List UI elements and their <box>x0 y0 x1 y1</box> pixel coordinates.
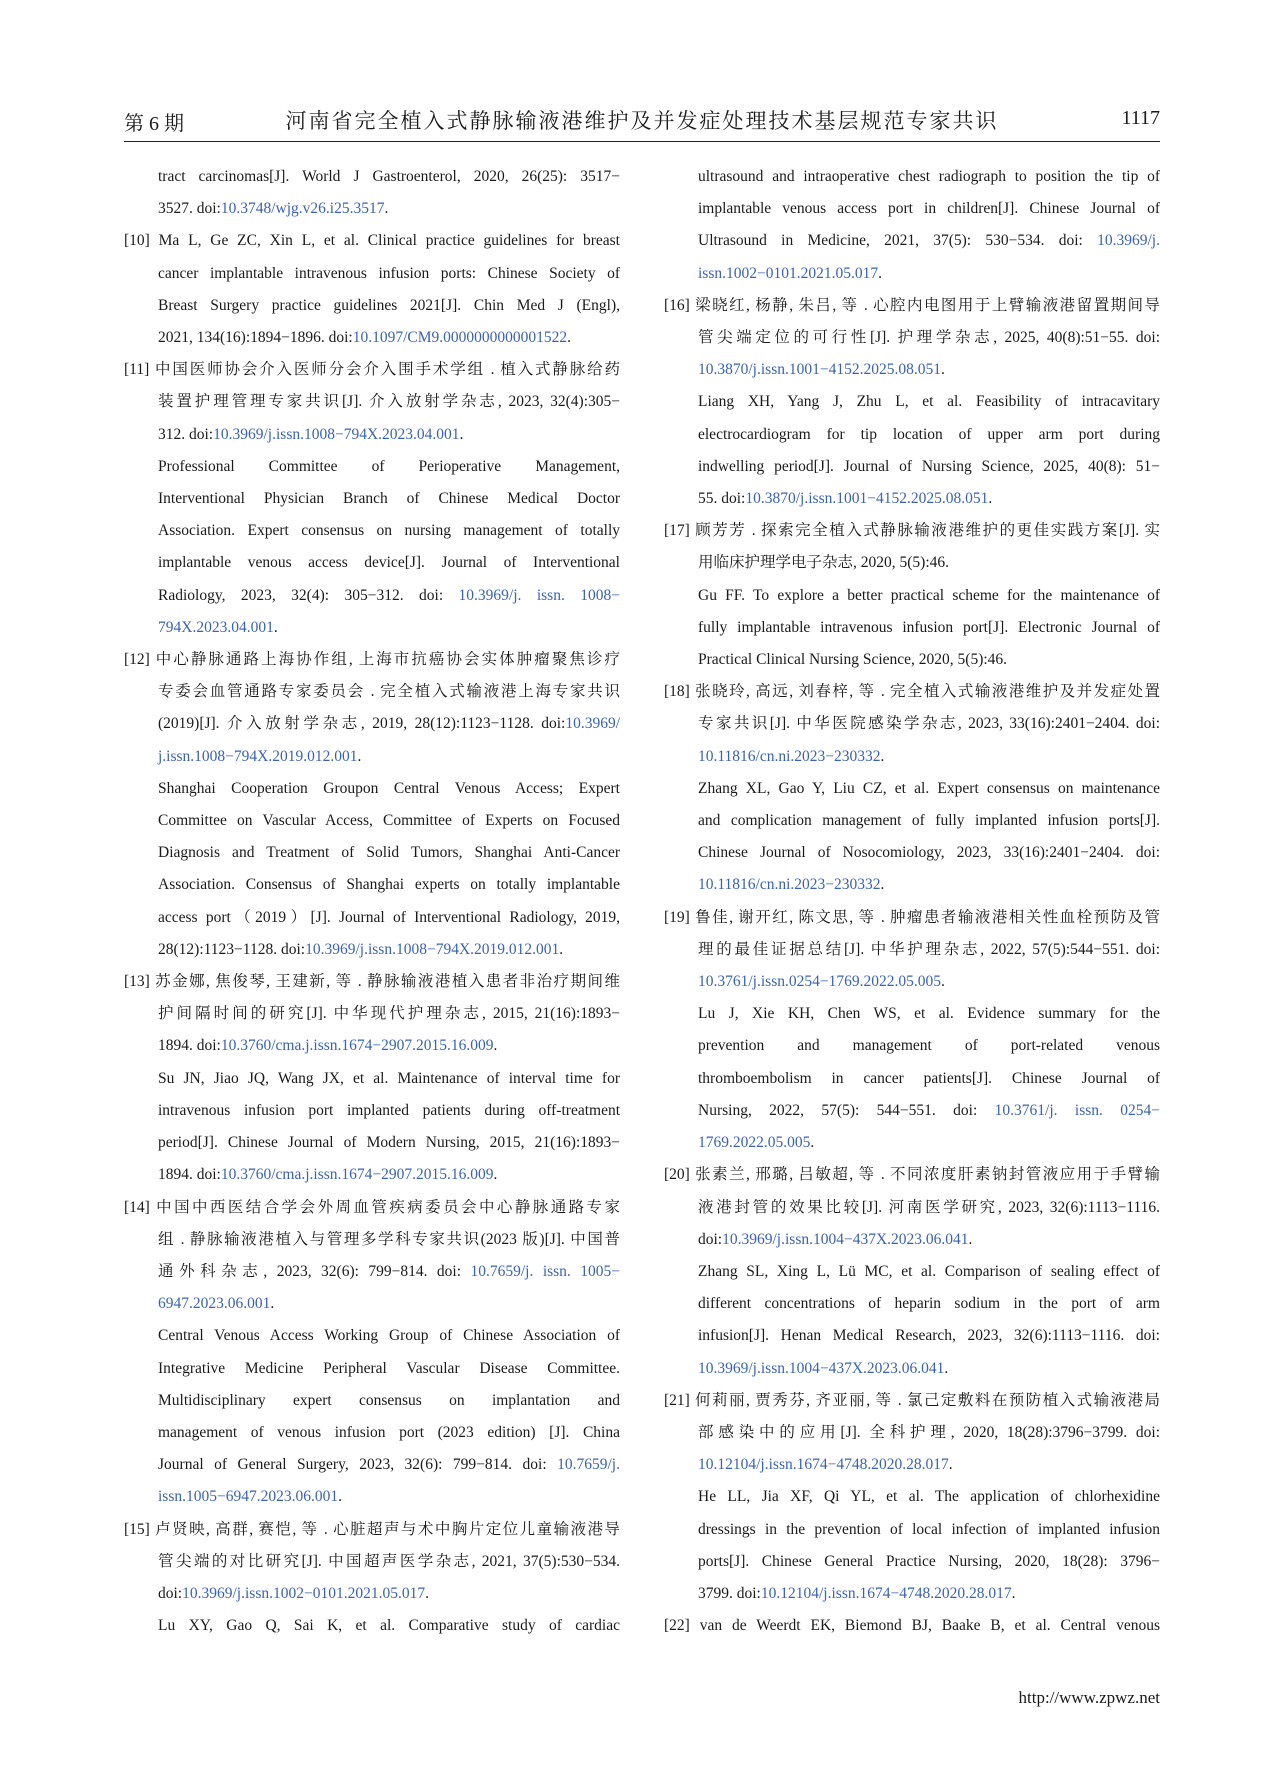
reference-line <box>124 1353 620 1385</box>
doi-link[interactable]: 10.7659/j. issn. 1005− <box>470 1262 620 1280</box>
reference-line <box>124 322 620 354</box>
reference-text: thromboembolism in cancer patients[J]. Chinese Journal of <box>698 1069 1160 1087</box>
reference-line <box>124 419 620 451</box>
reference-line <box>664 1192 1160 1224</box>
reference-text: . <box>357 747 362 765</box>
reference-text: [13] 苏金娜, 焦俊琴, 王建新, 等 . 静脉输液港植入患者非治疗期间维 <box>124 973 620 991</box>
reference-line <box>124 1385 620 1417</box>
reference-text: [22] van de Weerdt EK, Biemond BJ, Baake B, et al. Central venous <box>664 1617 1160 1635</box>
reference-line <box>664 612 1160 644</box>
doi-link[interactable]: 10.3969/j.issn.1002−0101.2021.05.017 <box>182 1584 426 1602</box>
reference-text: [21] 何莉丽, 贾秀芬, 齐亚丽, 等 . 氯己定敷料在预防植入式输液港局 <box>664 1391 1160 1409</box>
reference-line <box>124 1320 620 1352</box>
reference-text: . <box>493 1037 498 1055</box>
reference-line <box>124 161 620 193</box>
reference-text: . <box>493 1166 498 1184</box>
reference-text: . <box>459 425 464 443</box>
reference-text: . <box>567 329 572 347</box>
reference-line <box>664 258 1160 290</box>
reference-line <box>664 1353 1160 1385</box>
page-number: 1117 <box>1121 107 1160 129</box>
reference-line <box>664 386 1160 418</box>
reference-text: period[J]. Chinese Journal of Modern Nursing, 2015, 21(16):1893− <box>158 1134 620 1152</box>
doi-link[interactable]: 10.3969/j. issn. 1008− <box>458 586 620 604</box>
reference-line <box>124 741 620 773</box>
reference-line <box>664 580 1160 612</box>
reference-text: 专委会血管通路专家委员会 . 完全植入式输液港上海专家共识 <box>158 683 620 701</box>
doi-link[interactable]: 10.12104/j.issn.1674−4748.2020.28.017 <box>760 1584 1012 1602</box>
reference-column-left <box>124 161 620 1642</box>
reference-entry-start <box>664 290 1160 322</box>
reference-text: Breast Surgery practice guidelines 2021[J]. Chin Med J (Engl), <box>158 296 620 314</box>
reference-line <box>664 1417 1160 1449</box>
reference-line <box>124 1256 620 1288</box>
reference-text: Ultrasound in Medicine, 2021, 37(5): 530−534. doi: <box>698 232 1098 250</box>
doi-link[interactable]: 10.3969/j. <box>1097 232 1160 250</box>
reference-text: 通外科杂志, 2023, 32(6): 799−814. doi: <box>158 1262 471 1280</box>
reference-line <box>124 515 620 547</box>
reference-column-right <box>664 161 1160 1642</box>
doi-link[interactable]: 6947.2023.06.001 <box>158 1295 271 1313</box>
doi-link[interactable]: 10.3760/cma.j.issn.1674−2907.2015.16.009 <box>220 1166 494 1184</box>
footer-url[interactable]: http://www.zpwz.net <box>1018 1688 1160 1707</box>
reference-text: 管尖端定位的可行性[J]. 护理学杂志, 2025, 40(8):51−55. doi: <box>698 329 1160 347</box>
reference-text: Lu J, Xie KH, Chen WS, et al. Evidence summary for the <box>698 1005 1160 1023</box>
running-title: 河南省完全植入式静脉输液港维护及并发症处理技术基层规范专家共识 <box>285 109 999 133</box>
reference-text: Diagnosis and Treatment of Solid Tumors, Shanghai Anti-Cancer <box>158 844 620 862</box>
reference-line <box>124 1063 620 1095</box>
reference-line <box>124 193 620 225</box>
reference-text: Integrative Medicine Peripheral Vascular Disease Committee. <box>158 1359 620 1377</box>
reference-text: access port（2019）[J]. Journal of Interventional Radiology, 2019, <box>158 908 620 926</box>
reference-line <box>124 1417 620 1449</box>
reference-text: management of venous infusion port (2023 edition) [J]. China <box>158 1423 620 1441</box>
reference-text: Association. Expert consensus on nursing management of totally <box>158 522 620 540</box>
reference-line <box>124 386 620 418</box>
reference-text: [12] 中心静脉通路上海协作组, 上海市抗癌协会实体肿瘤聚焦诊疗 <box>124 651 620 669</box>
doi-link[interactable]: 10.11816/cn.ni.2023−230332 <box>698 747 881 765</box>
reference-line <box>664 1449 1160 1481</box>
reference-line <box>124 1449 620 1481</box>
reference-entry-start <box>124 1192 620 1224</box>
reference-line <box>664 1288 1160 1320</box>
doi-link[interactable]: 10.3969/j.issn.1008−794X.2023.04.001 <box>213 425 460 443</box>
doi-link[interactable]: 10.3969/j.issn.1004−437X.2023.06.041 <box>698 1359 945 1377</box>
reference-text: Su JN, Jiao JQ, Wang JX, et al. Maintenance of interval time for <box>158 1069 620 1087</box>
reference-line <box>664 1030 1160 1062</box>
reference-line <box>124 1159 620 1191</box>
reference-entry-start <box>124 644 620 676</box>
reference-line <box>664 934 1160 966</box>
reference-text: 理的最佳证据总结[J]. 中华护理杂志, 2022, 57(5):544−551. doi: <box>698 940 1160 958</box>
reference-text: Nursing, 2022, 57(5): 544−551. doi: <box>698 1101 995 1119</box>
reference-text: [15] 卢贤映, 高群, 赛恺, 等 . 心脏超声与术中胸片定位儿童输液港导 <box>124 1520 620 1538</box>
reference-entry-start <box>664 1159 1160 1191</box>
reference-line <box>664 708 1160 740</box>
reference-text: . <box>384 200 389 218</box>
reference-text: infusion[J]. Henan Medical Research, 2023, 32(6):1113−1116. doi: <box>698 1327 1160 1345</box>
reference-line <box>124 1610 620 1642</box>
reference-line <box>664 1127 1160 1159</box>
reference-text: Journal of General Surgery, 2023, 32(6): 799−814. doi: <box>158 1456 558 1474</box>
reference-text: indwelling period[J]. Journal of Nursing Science, 2025, 40(8): 51− <box>698 457 1160 475</box>
reference-line <box>664 1546 1160 1578</box>
reference-text: Zhang XL, Gao Y, Liu CZ, et al. Expert consensus on maintenance <box>698 779 1160 797</box>
reference-line <box>664 966 1160 998</box>
reference-line <box>664 193 1160 225</box>
reference-line <box>124 1095 620 1127</box>
doi-link[interactable]: 10.3870/j.issn.1001−4152.2025.08.051 <box>698 361 941 379</box>
reference-line <box>664 1224 1160 1256</box>
reference-line <box>664 805 1160 837</box>
reference-text: electrocardiogram for tip location of upper arm port during <box>698 425 1160 443</box>
reference-text: . <box>880 876 885 894</box>
reference-line <box>664 225 1160 257</box>
reference-text: Lu XY, Gao Q, Sai K, et al. Comparative study of cardiac <box>158 1617 620 1635</box>
reference-line <box>664 1063 1160 1095</box>
reference-text: different concentrations of heparin sodium in the port of arm <box>698 1295 1160 1313</box>
doi-link[interactable]: 10.11816/cn.ni.2023−230332 <box>698 876 881 894</box>
reference-text: fully implantable intravenous infusion port[J]. Electronic Journal of <box>698 618 1160 636</box>
reference-text: [10] Ma L, Ge ZC, Xin L, et al. Clinical practice guidelines for breast <box>124 232 620 250</box>
reference-entry-start <box>664 676 1160 708</box>
doi-link[interactable]: issn.1005−6947.2023.06.001 <box>158 1488 339 1506</box>
reference-text: intravenous infusion port implanted patients during off-treatment <box>158 1101 620 1119</box>
reference-text: Professional Committee of Perioperative Management, <box>158 457 620 475</box>
reference-line <box>124 1030 620 1062</box>
reference-line <box>124 1578 620 1610</box>
doi-link[interactable]: 10.3748/wjg.v26.i25.3517 <box>220 200 385 218</box>
reference-text: [19] 鲁佳, 谢开红, 陈文思, 等 . 肿瘤患者输液港相关性血栓预防及管 <box>664 908 1160 926</box>
doi-link[interactable]: 10.3760/cma.j.issn.1674−2907.2015.16.009 <box>220 1037 494 1055</box>
reference-line <box>124 547 620 579</box>
reference-line <box>124 998 620 1030</box>
reference-text: ultrasound and intraoperative chest radiograph to position the tip of <box>698 168 1160 185</box>
reference-text: Multidisciplinary expert consensus on implantation and <box>158 1391 620 1409</box>
reference-text: . <box>270 1295 275 1313</box>
reference-text: Radiology, 2023, 32(4): 305−312. doi: <box>158 586 459 604</box>
reference-text: Zhang SL, Xing L, Lü MC, et al. Comparison of sealing effect of <box>698 1262 1160 1280</box>
issue-number: 第 6 期 <box>124 113 184 135</box>
reference-line <box>664 451 1160 483</box>
reference-entry-start <box>664 1385 1160 1417</box>
reference-entry-start <box>124 225 620 257</box>
reference-line <box>124 1127 620 1159</box>
reference-entry-start <box>664 515 1160 547</box>
reference-line <box>664 483 1160 515</box>
reference-text: 1894. doi: <box>158 1166 221 1184</box>
reference-text: . <box>940 361 945 379</box>
reference-text: Committee on Vascular Access, Committee of Experts on Focused <box>158 812 620 830</box>
doi-link[interactable]: 10.12104/j.issn.1674−4748.2020.28.017 <box>698 1456 949 1474</box>
doi-link[interactable]: 1769.2022.05.005 <box>698 1134 811 1152</box>
reference-text: 55. doi: <box>698 490 746 508</box>
reference-line <box>124 483 620 515</box>
reference-text: Association. Consensus of Shanghai experts on totally implantable <box>158 876 620 894</box>
reference-entry-start <box>124 354 620 386</box>
reference-entry-start <box>124 966 620 998</box>
reference-line <box>124 773 620 805</box>
running-header <box>124 107 1160 142</box>
reference-text: Shanghai Cooperation Groupon Central Venous Access; Expert <box>158 779 620 797</box>
reference-text: . <box>880 747 885 765</box>
reference-line <box>124 580 620 612</box>
reference-line <box>664 1320 1160 1352</box>
reference-text: 组 . 静脉输液港植入与管理多学科专家共识(2023 版)[J]. 中国普 <box>158 1230 620 1248</box>
doi-link[interactable]: 10.3761/j.issn.0254−1769.2022.05.005 <box>698 973 941 991</box>
reference-text: Liang XH, Yang J, Zhu L, et al. Feasibility of intracavitary <box>698 393 1160 411</box>
reference-text: . <box>940 973 945 991</box>
reference-text: doi: <box>698 1230 723 1248</box>
reference-text: . <box>273 618 278 636</box>
reference-text: Gu FF. To explore a better practical scheme for the maintenance of <box>698 586 1160 604</box>
reference-line <box>124 451 620 483</box>
doi-link[interactable]: 10.1097/CM9.0000000000001522 <box>352 329 568 347</box>
reference-line <box>124 902 620 934</box>
reference-entry-start <box>664 1610 1160 1642</box>
reference-text: tract carcinomas[J]. World J Gastroenterol, 2020, 26(25): 3517− <box>158 168 620 185</box>
reference-line <box>664 741 1160 773</box>
reference-text: . <box>968 1230 973 1248</box>
reference-line <box>664 773 1160 805</box>
reference-text: Central Venous Access Working Group of Chinese Association of <box>158 1327 620 1345</box>
reference-text: . <box>338 1488 342 1506</box>
reference-text: . <box>988 490 993 508</box>
reference-line <box>124 1546 620 1578</box>
reference-text: . <box>878 264 882 282</box>
reference-line <box>664 837 1160 869</box>
reference-line <box>664 644 1160 676</box>
reference-line <box>664 1514 1160 1546</box>
reference-text: 专家共识[J]. 中华医院感染学杂志, 2023, 33(16):2401−2404. doi: <box>698 715 1160 733</box>
reference-text: . <box>559 940 564 958</box>
reference-line <box>664 869 1160 901</box>
reference-text: doi: <box>158 1584 183 1602</box>
reference-text: [14] 中国中西医结合学会外周血管疾病委员会中心静脉通路专家 <box>124 1198 620 1216</box>
reference-text: 用临床护理学电子杂志, 2020, 5(5):46. <box>698 554 950 572</box>
reference-text: implantable venous access port in children[J]. Chinese Journal of <box>698 200 1160 218</box>
reference-line <box>664 1256 1160 1288</box>
reference-text: He LL, Jia XF, Qi YL, et al. The application of chlorhexidine <box>698 1488 1160 1506</box>
reference-entry-start <box>124 1514 620 1546</box>
reference-line <box>124 1481 620 1513</box>
reference-text: and complication management of fully implanted infusion ports[J]. <box>698 812 1160 830</box>
reference-line <box>124 258 620 290</box>
reference-line <box>664 161 1160 193</box>
doi-link[interactable]: j.issn.1008−794X.2019.012.001 <box>158 747 358 765</box>
reference-text: . <box>944 1359 949 1377</box>
reference-line <box>664 1095 1160 1127</box>
reference-text: 3799. doi: <box>698 1584 761 1602</box>
reference-line <box>664 322 1160 354</box>
reference-text: implantable venous access device[J]. Journal of Interventional <box>158 554 620 572</box>
reference-line <box>124 676 620 708</box>
reference-line <box>124 612 620 644</box>
reference-line <box>124 934 620 966</box>
reference-text: (2019)[J]. 介入放射学杂志, 2019, 28(12):1123−1128. doi: <box>158 715 566 733</box>
reference-line <box>124 805 620 837</box>
reference-text: Chinese Journal of Nosocomiology, 2023, 33(16):2401−2404. doi: <box>698 844 1160 862</box>
reference-line <box>124 708 620 740</box>
reference-text: 部感染中的应用[J]. 全科护理, 2020, 18(28):3796−3799. doi: <box>698 1423 1160 1441</box>
doi-link[interactable]: 10.3870/j.issn.1001−4152.2025.08.051 <box>745 490 989 508</box>
reference-line <box>124 290 620 322</box>
reference-line <box>664 1578 1160 1610</box>
reference-text: 1894. doi: <box>158 1037 221 1055</box>
doi-link[interactable]: issn.1002−0101.2021.05.017 <box>698 264 879 282</box>
reference-line <box>664 1481 1160 1513</box>
reference-text: . <box>810 1134 815 1152</box>
reference-line <box>124 837 620 869</box>
reference-text: ports[J]. Chinese General Practice Nursing, 2020, 18(28): 3796− <box>698 1552 1160 1570</box>
reference-line <box>124 1288 620 1320</box>
reference-line <box>664 998 1160 1030</box>
reference-text: 312. doi: <box>158 425 214 443</box>
reference-text: Interventional Physician Branch of Chinese Medical Doctor <box>158 490 620 508</box>
doi-link[interactable]: 10.3969/ <box>565 715 620 733</box>
reference-line <box>664 354 1160 386</box>
reference-text: [17] 顾芳芳 . 探索完全植入式静脉输液港维护的更佳实践方案[J]. 实 <box>664 522 1160 540</box>
reference-text: . <box>1011 1584 1016 1602</box>
doi-link[interactable]: 794X.2023.04.001 <box>158 618 274 636</box>
reference-text: 装置护理管理专家共识[J]. 介入放射学杂志, 2023, 32(4):305− <box>158 393 620 411</box>
doi-link[interactable]: 10.3761/j. issn. 0254− <box>994 1101 1160 1119</box>
reference-text: [18] 张晓玲, 高远, 刘春梓, 等 . 完全植入式输液港维护及并发症处置 <box>664 683 1160 701</box>
reference-text: 护间隔时间的研究[J]. 中华现代护理杂志, 2015, 21(16):1893− <box>158 1005 620 1023</box>
reference-text: cancer implantable intravenous infusion ports: Chinese Society of <box>158 264 620 282</box>
doi-link[interactable]: 10.3969/j.issn.1008−794X.2019.012.001 <box>305 940 560 958</box>
reference-text: dressings in the prevention of local infection of implanted infusion <box>698 1520 1160 1538</box>
reference-text: . <box>948 1456 953 1474</box>
reference-line <box>664 547 1160 579</box>
reference-text: 28(12):1123−1128. doi: <box>158 940 306 958</box>
doi-link[interactable]: 10.7659/j. <box>557 1456 620 1474</box>
reference-text: 2021, 134(16):1894−1896. doi: <box>158 329 353 347</box>
reference-text: Practical Clinical Nursing Science, 2020, 5(5):46. <box>698 651 1008 669</box>
reference-text: [11] 中国医师协会介入医师分会介入围手术学组 . 植入式静脉给药 <box>124 361 620 379</box>
reference-text: 管尖端的对比研究[J]. 中国超声医学杂志, 2021, 37(5):530−534. <box>158 1552 620 1570</box>
reference-line <box>664 419 1160 451</box>
reference-text: [16] 梁晓红, 杨静, 朱吕, 等 . 心腔内电图用于上臂输液港留置期间导 <box>664 296 1160 314</box>
reference-text: 3527. doi: <box>158 200 221 218</box>
reference-line <box>124 869 620 901</box>
reference-entry-start <box>664 902 1160 934</box>
reference-text: . <box>425 1584 429 1602</box>
reference-text: [20] 张素兰, 邢璐, 吕敏超, 等 . 不同浓度肝素钠封管液应用于手臂输 <box>664 1166 1160 1184</box>
reference-line <box>124 1224 620 1256</box>
doi-link[interactable]: 10.3969/j.issn.1004−437X.2023.06.041 <box>722 1230 969 1248</box>
reference-text: prevention and management of port-related venous <box>698 1037 1160 1055</box>
reference-text: 液港封管的效果比较[J]. 河南医学研究, 2023, 32(6):1113−1116. <box>698 1198 1160 1216</box>
